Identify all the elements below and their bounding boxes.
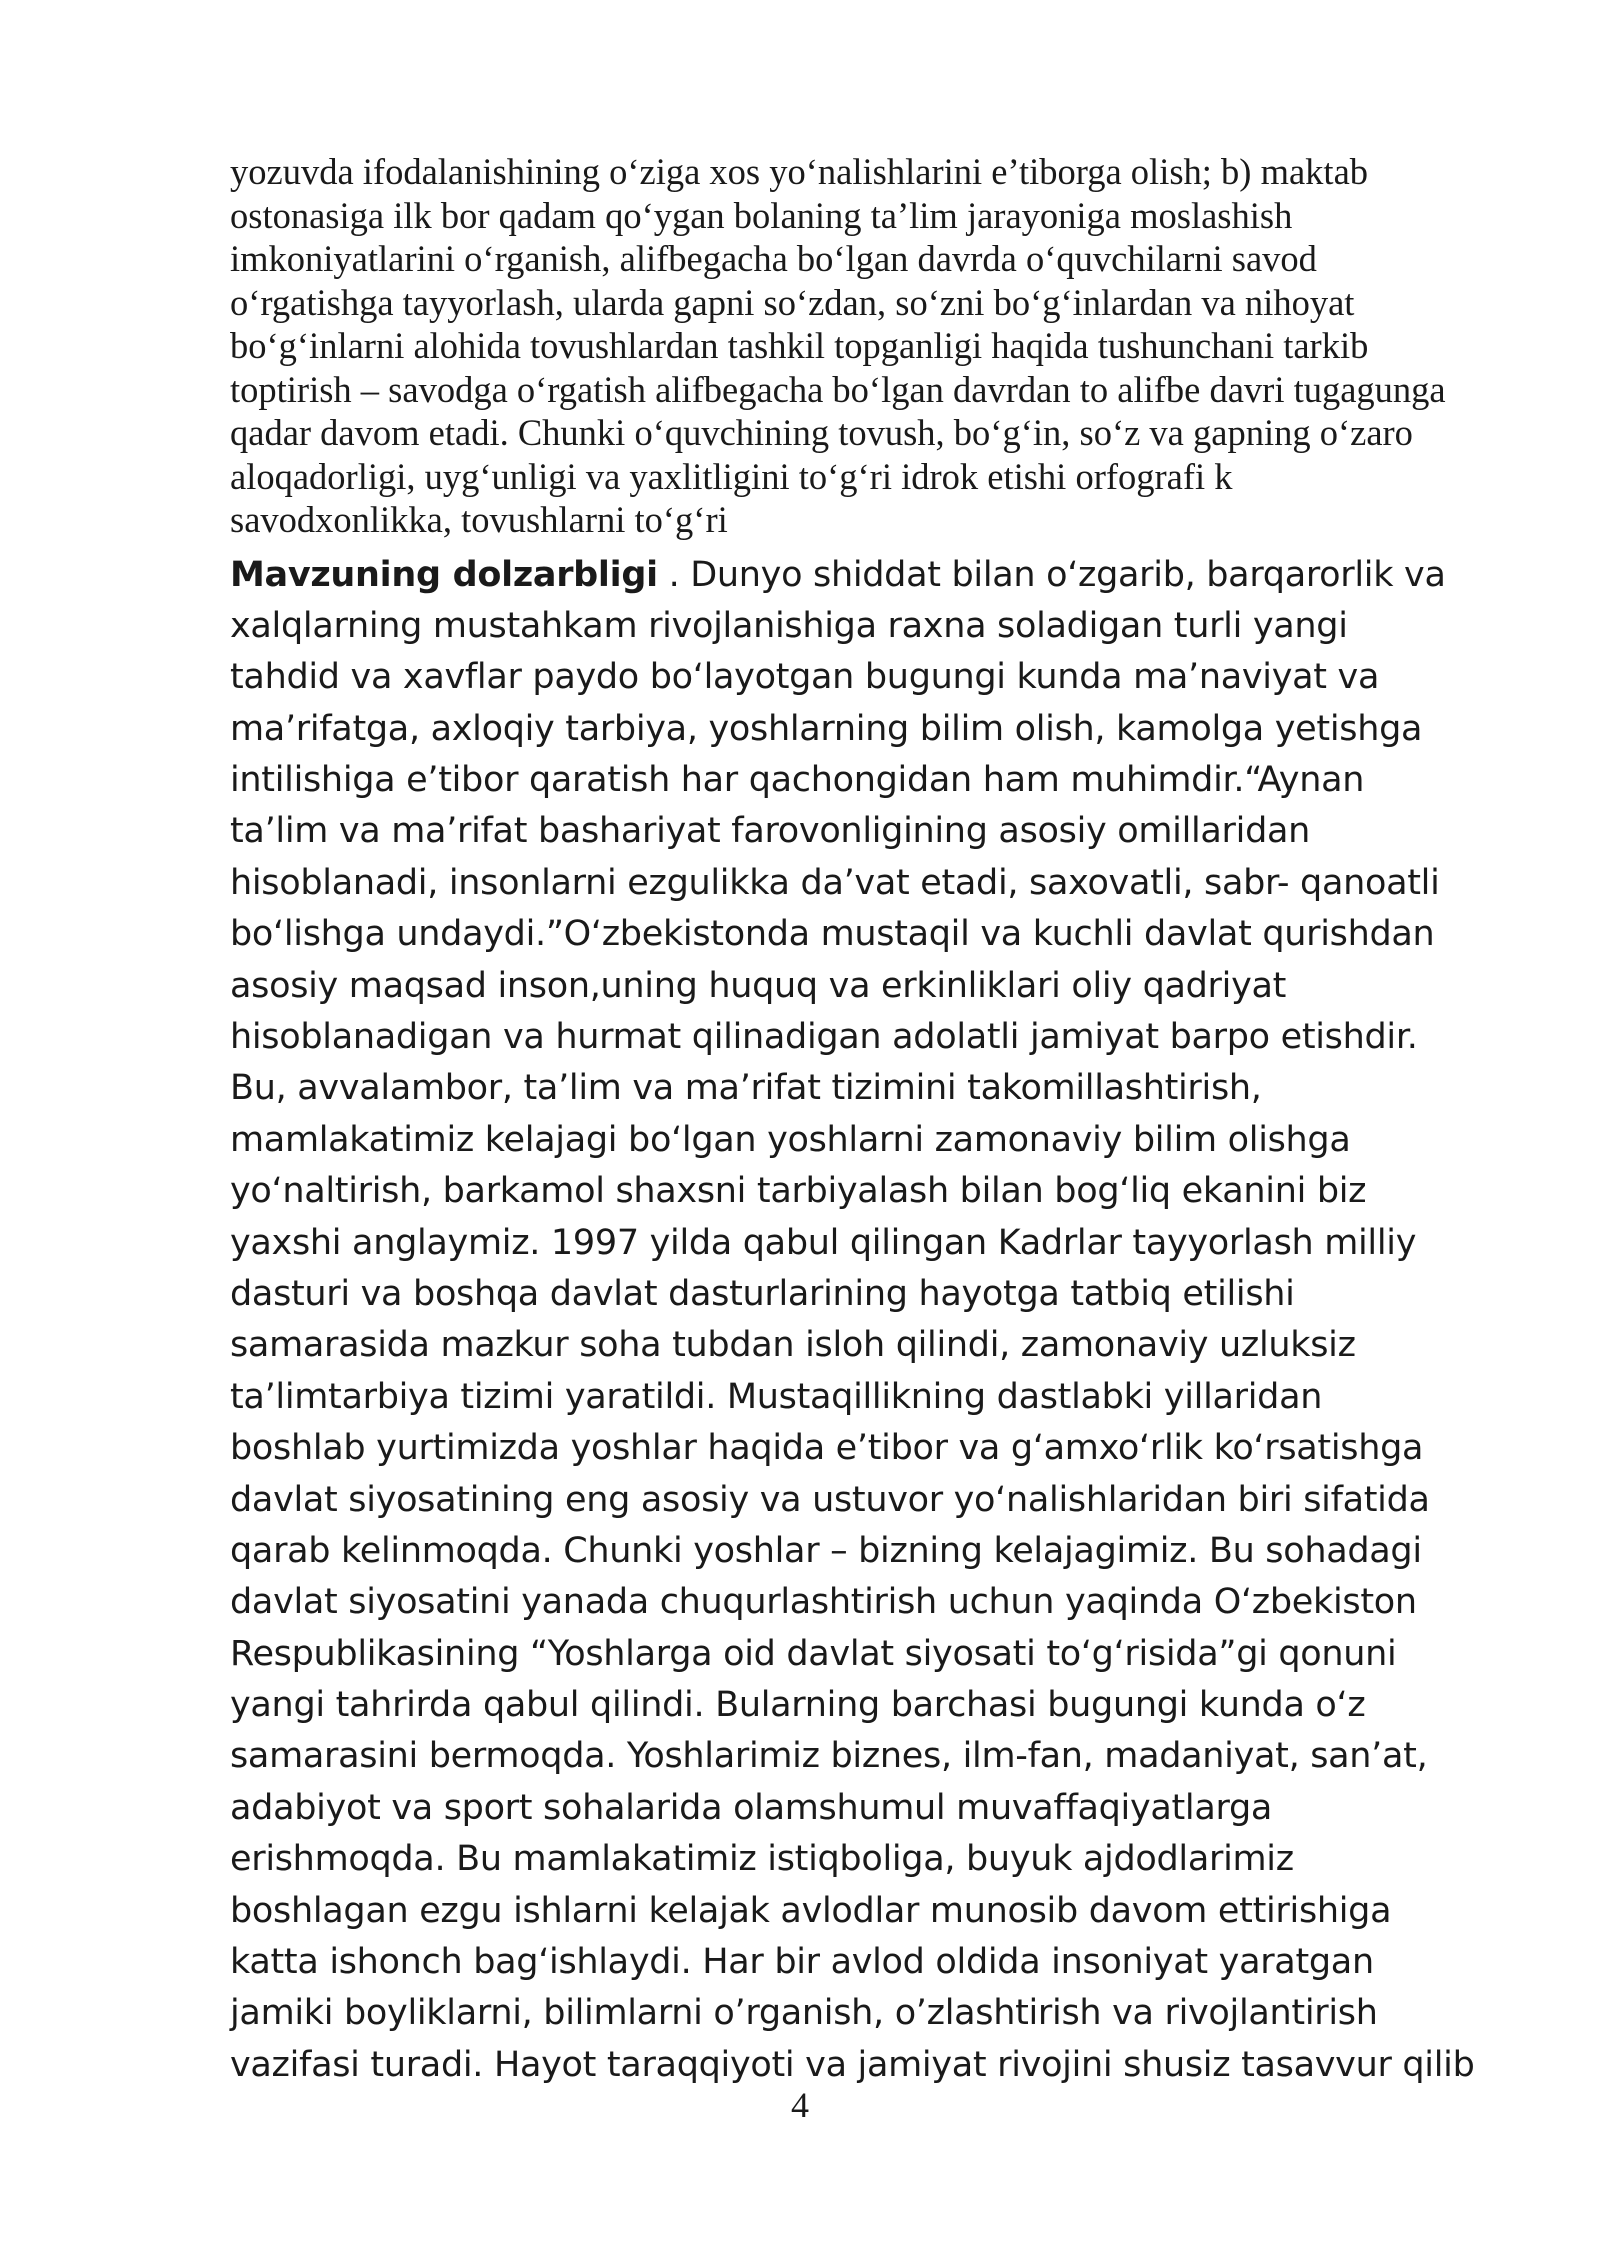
body-line: boshlagan ezgu ishlarni kelajak avlodlar munosib davom ettirishiga [230, 1890, 1392, 1931]
body-line: vazifasi turadi. Hayot taraqqiyoti va jamiyat rivojini shusiz tasavvur qilib [230, 2044, 1475, 2085]
body-line: davlat siyosatini yanada chuqurlashtirish uchun yaqinda O‘zbekiston [230, 1582, 1417, 1623]
section-first-line [230, 550, 1510, 601]
intro-line: yozuvda ifodalanishining o‘ziga xos yo‘nalishlarini e’tiborga olish; b) maktab [230, 151, 1369, 192]
section-first-line-text: . Dunyo shiddat bilan o‘zgarib, barqarorlik va [657, 554, 1446, 595]
body-line: samarasida mazkur soha tubdan isloh qilindi, zamonaviy uzluksiz [230, 1325, 1356, 1366]
body-line: katta ishonch bag‘ishlaydi. Har bir avlod oldida insoniyat yaratgan [230, 1942, 1374, 1983]
intro-line: o‘rgatishga tayyorlash, ularda gapni so‘zdan, so‘zni bo‘g‘inlardan va nihoyat [230, 281, 1355, 323]
body-line: bo‘lishga undaydi.”O‘zbekistonda mustaqil va kuchli davlat qurishdan [230, 914, 1435, 955]
body-line: ta’lim va ma’rifat bashariyat farovonligining asosiy omillaridan [230, 811, 1311, 852]
intro-line: bo‘g‘inlarni alohida tovushlardan tashkil topganligi haqida tushunchani tarkib [230, 325, 1369, 366]
body-line: adabiyot va sport sohalarida olamshumul muvaffaqiyatlarga [230, 1787, 1273, 1828]
intro-line: qadar davom etadi. Chunki o‘quvchining tovush, bo‘g‘in, so‘z va gapning o‘zaro [230, 412, 1413, 453]
body-line: davlat siyosatining eng asosiy va ustuvor yo‘nalishlaridan biri sifatida [230, 1479, 1430, 1520]
body-line: erishmoqda. Bu mamlakatimiz istiqboliga, buyuk ajdodlarimiz [230, 1839, 1294, 1880]
section-heading: Mavzuning dolzarbligi [230, 554, 658, 595]
body-line: Respublikasining “Yoshlarga oid davlat siyosati to‘g‘risida”gi qonuni [230, 1633, 1397, 1674]
body-line: intilishiga e’tibor qaratish har qachongidan ham muhimdir.“Aynan [230, 760, 1365, 801]
body-line: ta’limtarbiya tizimi yaratildi. Mustaqillikning dastlabki yillaridan [230, 1376, 1323, 1417]
body-line: yaxshi anglaymiz. 1997 yilda qabul qilingan Kadrlar tayyorlash milliy [230, 1222, 1417, 1263]
body-line: xalqlarning mustahkam rivojlanishiga raxna soladigan turli yangi [230, 605, 1348, 646]
intro-line: imkoniyatlarini o‘rganish, alifbegacha bo‘lgan davrda o‘quvchilarni savod [230, 238, 1317, 279]
intro-line: toptirish – savodga o‘rgatish alifbegacha bo‘lgan davrdan to alifbe davri tugagunga [230, 368, 1446, 410]
body-line: asosiy maqsad inson,uning huquq va erkinliklari oliy qadriyat [230, 965, 1287, 1006]
body-line: Bu, avvalambor, ta’lim va ma’rifat tizimini takomillashtirish, [230, 1068, 1262, 1109]
intro-paragraph [230, 150, 1510, 542]
page-number: 4 [791, 2085, 809, 2125]
body-line: tahdid va xavflar paydo bo‘layotgan bugungi kunda ma’naviyat va [230, 657, 1380, 698]
body-line: yangi tahrirda qabul qilindi. Bularning barchasi bugungi kunda o‘z [230, 1685, 1366, 1726]
body-line: samarasini bermoqda. Yoshlarimiz biznes, ilm-fan, madaniyat, san’at, [230, 1736, 1428, 1777]
body-line: boshlab yurtimizda yoshlar haqida e’tibor va g‘amxo‘rlik ko‘rsatishga [230, 1428, 1424, 1469]
body-line: qarab kelinmoqda. Chunki yoshlar – bizning kelajagimiz. Bu sohadagi [230, 1530, 1422, 1571]
document-page [230, 150, 1510, 2091]
body-line: ma’rifatga, axloqiy tarbiya, yoshlarning bilim olish, kamolga yetishga [230, 708, 1423, 749]
body-line: dasturi va boshqa davlat dasturlarining hayotga tatbiq etilishi [230, 1273, 1295, 1314]
intro-line: savodxonlikka, tovushlarni to‘g‘ri [230, 499, 728, 540]
body-line: mamlakatimiz kelajagi bo‘lgan yoshlarni zamonaviy bilim olishga [230, 1119, 1351, 1160]
body-line: yo‘naltirish, barkamol shaxsni tarbiyalash bilan bog‘liq ekanini biz [230, 1171, 1367, 1212]
intro-line: ostonasiga ilk bor qadam qo‘ygan bolaning ta’lim jarayoniga moslashish [230, 194, 1293, 236]
intro-line: aloqadorligi, uyg‘unligi va yaxlitligini to‘g‘ri idrok etishi orfografi k [230, 455, 1233, 497]
body-line: jamiki boyliklarni, bilimlarni o’rganish, o’zlashtirish va rivojlantirish [230, 1993, 1378, 2034]
body-line: hisoblanadigan va hurmat qilinadigan adolatli jamiyat barpo etishdir. [230, 1017, 1418, 1058]
section-relevance [230, 550, 1510, 2092]
body-line: hisoblanadi, insonlarni ezgulikka da’vat etadi, saxovatli, sabr- qanoatli [230, 862, 1440, 903]
